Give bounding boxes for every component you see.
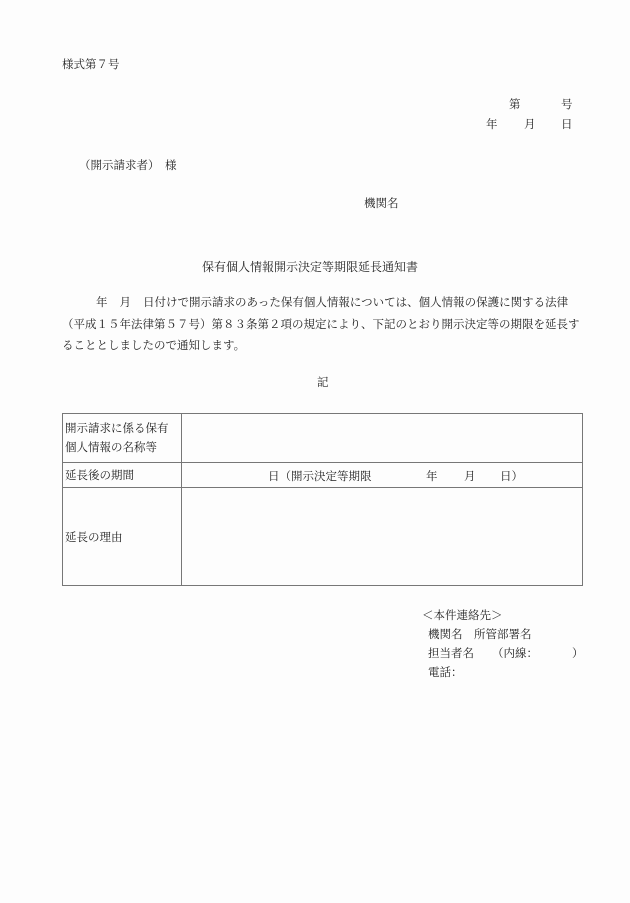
label-extended-period: 延長後の期間 xyxy=(63,463,182,488)
table-row xyxy=(63,414,583,463)
table-row xyxy=(63,463,583,488)
body-paragraph xyxy=(62,292,587,357)
label-extension-reason: 延長の理由 xyxy=(63,488,182,586)
body-date-month: 月 xyxy=(119,295,131,309)
extension-reason-value[interactable] xyxy=(182,488,583,586)
contact-person: 担当者名 （内線： ） xyxy=(428,646,584,660)
form-number: 様式第７号 xyxy=(62,57,120,71)
document-title: 保有個人情報開示決定等期限延長通知書 xyxy=(202,260,419,274)
body-text: 日付けで開示請求のあった保有個人情報については、個人情報の保護に関する法律（平成１５年法律第５７号）第８３条第２項の規定により、下記のとおり開示決定等の期限を延長することとしましたので通知します。 xyxy=(62,295,580,352)
addressee-name: （開示請求者） xyxy=(79,158,160,172)
contact-block xyxy=(422,606,584,682)
contact-agency: 機関名 所管部署名 xyxy=(428,627,532,641)
doc-number-suffix: 号 xyxy=(561,97,573,111)
date-month: 月 xyxy=(524,117,536,131)
info-name-value[interactable] xyxy=(182,414,583,463)
extended-period-value[interactable]: 日（開示決定等期限 年 月 日） xyxy=(182,463,583,488)
contact-heading: ＜本件連絡先＞ xyxy=(422,608,503,622)
table-row xyxy=(63,488,583,586)
label-info-name: 開示請求に係る保有 個人情報の名称等 xyxy=(63,414,182,463)
date-year: 年 xyxy=(486,117,498,131)
ki-label: 記 xyxy=(317,375,329,389)
body-date-year: 年 xyxy=(96,295,108,309)
extension-table xyxy=(62,413,583,586)
date-day: 日 xyxy=(561,117,573,131)
agency-name: 機関名 xyxy=(364,196,399,210)
doc-number-prefix: 第 xyxy=(509,97,521,111)
addressee-honorific: 様 xyxy=(165,158,177,172)
contact-phone: 電話： xyxy=(428,665,463,679)
